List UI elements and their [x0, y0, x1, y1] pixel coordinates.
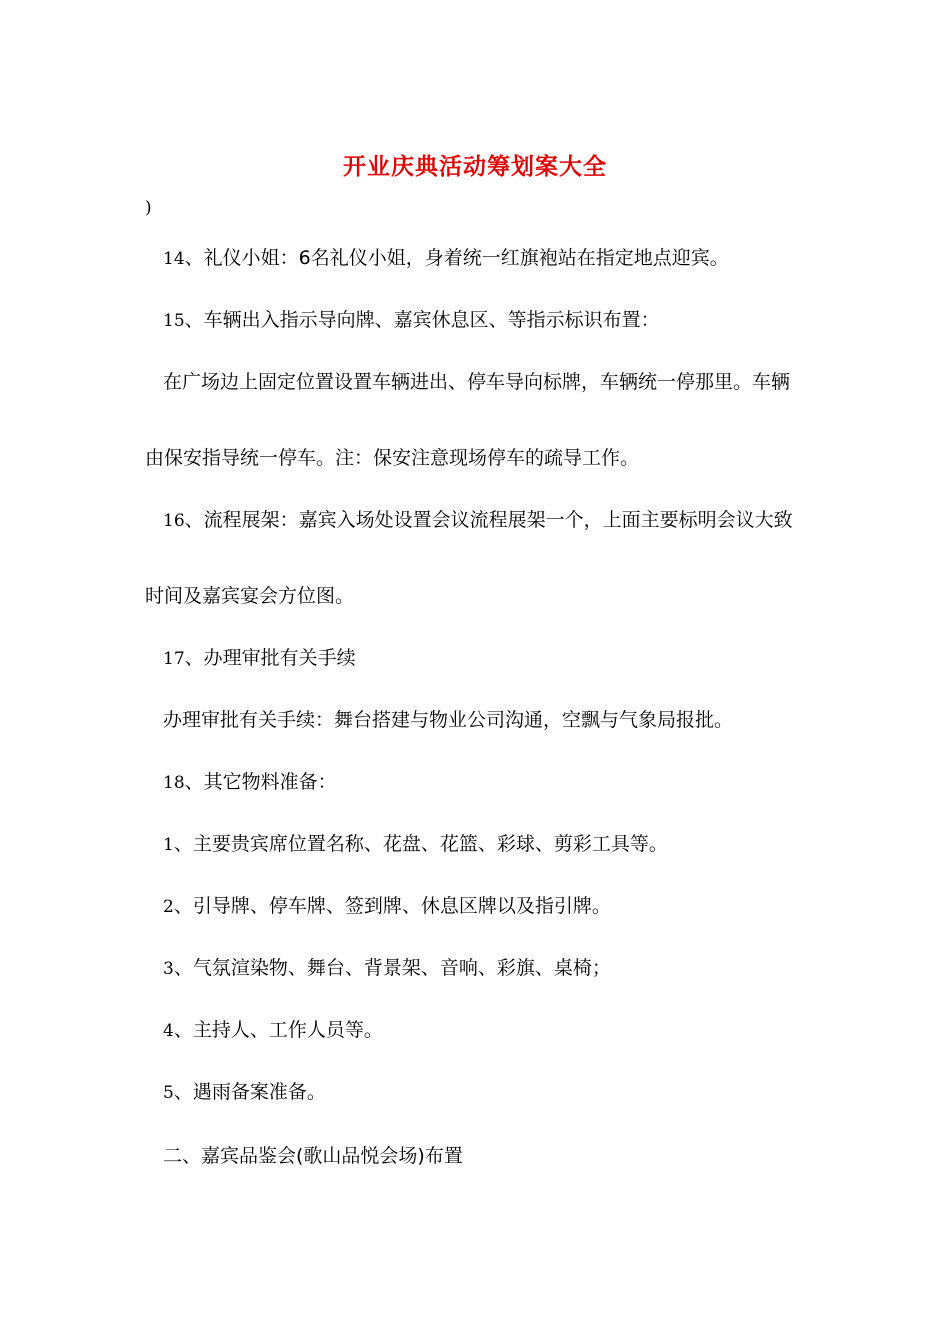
paragraph-text: 由保安指导统一停车。注：保安注意现场停车的疏导工作。: [145, 447, 640, 469]
list-item-2: [163, 894, 611, 919]
item-14: [163, 246, 729, 271]
item-number: 2: [163, 897, 174, 917]
stray-paren: ): [145, 198, 152, 218]
item-number: 1: [163, 835, 174, 855]
paragraph-line: [163, 370, 790, 394]
paragraph-line: [163, 708, 733, 732]
item-text: 、办理审批有关手续: [184, 647, 356, 669]
item-text: 、主持人、工作人员等。: [173, 1019, 383, 1041]
item-text: 、主要贵宾席位置名称、花盘、花篮、彩球、剪彩工具等。: [173, 833, 668, 855]
item-text: 、礼仪小姐：6名礼仪小姐，身着统一红旗袍站在指定地点迎宾。: [184, 247, 729, 269]
item-number: 3: [163, 959, 174, 979]
list-item-4: [163, 1018, 383, 1043]
item-number: 14: [163, 249, 185, 269]
item-text: 、气氛渲染物、舞台、背景架、音响、彩旗、桌椅；: [173, 957, 611, 979]
paragraph-line: [145, 584, 354, 608]
item-text: 、其它物料准备：: [184, 771, 337, 793]
item-text: 、遇雨备案准备。: [173, 1081, 326, 1103]
item-number: 17: [163, 649, 185, 669]
item-number: 4: [163, 1021, 174, 1041]
item-15: [163, 308, 660, 333]
section-heading: [163, 1144, 463, 1168]
item-number: 5: [163, 1083, 174, 1103]
list-item-5: [163, 1080, 326, 1105]
item-text: 、引导牌、停车牌、签到牌、休息区牌以及指引牌。: [173, 895, 611, 917]
item-16: [163, 508, 793, 533]
item-17: [163, 646, 356, 671]
item-number: 15: [163, 311, 185, 331]
paragraph-line: [145, 446, 639, 470]
item-18: [163, 770, 337, 795]
section-heading-text: 二、嘉宾品鉴会(歌山品悦会场)布置: [163, 1145, 463, 1167]
list-item-1: [163, 832, 668, 857]
item-number: 16: [163, 511, 185, 531]
paragraph-text: 时间及嘉宾宴会方位图。: [145, 585, 355, 607]
item-text: 、流程展架：嘉宾入场处设置会议流程展架一个，上面主要标明会议大致: [184, 509, 793, 531]
item-number: 18: [163, 773, 185, 793]
item-text: 、车辆出入指示导向牌、嘉宾休息区、等指示标识布置：: [184, 309, 660, 331]
paragraph-text: 办理审批有关手续：舞台搭建与物业公司沟通，空飘与气象局报批。: [163, 709, 734, 731]
document-title: 开业庆典活动筹划案大全: [343, 153, 607, 180]
paragraph-text: 在广场边上固定位置设置车辆进出、停车导向标牌，车辆统一停那里。车辆: [163, 371, 791, 393]
list-item-3: [163, 956, 611, 981]
